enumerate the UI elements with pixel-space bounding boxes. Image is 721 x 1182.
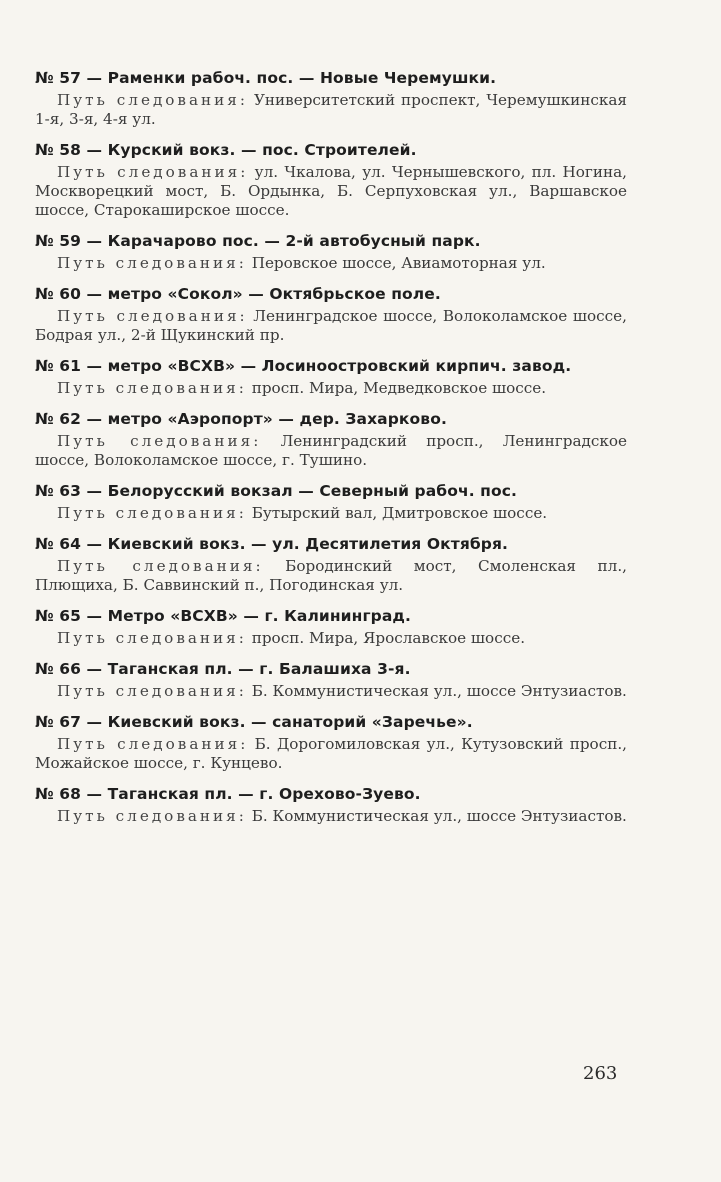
route-heading: № 60 — метро «Сокол» — Октябрьское поле. [35, 285, 441, 303]
route-entry-58 [35, 140, 627, 220]
route-label: Путь следования: [57, 504, 247, 522]
route-text: Университетский проспект, Черемушкинская 1-я, 3-я, 4-я ул. [35, 91, 627, 128]
route-entry-57 [35, 68, 627, 129]
route-entry-66 [35, 659, 627, 701]
route-heading: № 58 — Курский вокз. — пос. Строителей. [35, 141, 417, 159]
route-heading: № 62 — метро «Аэропорт» — дер. Захарково. [35, 410, 447, 428]
route-heading: № 68 — Таганская пл. — г. Орехово-Зуево. [35, 785, 421, 803]
route-entry-63 [35, 481, 627, 523]
route-description [35, 735, 627, 773]
route-entry-68 [35, 784, 627, 826]
route-heading: № 66 — Таганская пл. — г. Балашиха 3-я. [35, 660, 411, 678]
route-entry-67 [35, 712, 627, 773]
route-description [35, 307, 627, 345]
route-entry-59 [35, 231, 627, 273]
route-label: Путь следования: [57, 557, 264, 575]
route-description [35, 163, 627, 220]
route-entry-64 [35, 534, 627, 595]
page-number: 263 [583, 1063, 618, 1084]
route-text: просп. Мира, Ярославское шоссе. [246, 629, 526, 647]
route-entry-61 [35, 356, 627, 398]
route-text: Б. Дорогомиловская ул., Кутузовский просп., Можайское шоссе, г. Кунцево. [35, 735, 627, 772]
route-entry-60 [35, 284, 627, 345]
route-description [35, 629, 627, 648]
route-text: Перовское шоссе, Авиамоторная ул. [246, 254, 546, 272]
route-text: Бутырский вал, Дмитровское шоссе. [246, 504, 548, 522]
route-description [35, 379, 627, 398]
route-heading: № 64 — Киевский вокз. — ул. Десятилетия Октября. [35, 535, 509, 553]
route-label: Путь следования: [57, 254, 247, 272]
route-heading: № 65 — Метро «ВСХВ» — г. Калининград. [35, 607, 412, 625]
route-text: Б. Коммунистическая ул., шоссе Энтузиастов. [246, 807, 627, 825]
route-entry-65 [35, 606, 627, 648]
route-description [35, 807, 627, 826]
route-description [35, 504, 627, 523]
route-label: Путь следования: [57, 307, 248, 325]
route-heading: № 63 — Белорусский вокзал — Северный рабоч. пос. [35, 482, 518, 500]
route-label: Путь следования: [57, 163, 249, 181]
route-description [35, 91, 627, 129]
route-heading: № 59 — Карачарово пос. — 2-й автобусный парк. [35, 232, 481, 250]
route-description [35, 432, 627, 470]
route-label: Путь следования: [57, 682, 247, 700]
route-entry-62 [35, 409, 627, 470]
route-text: ул. Чкалова, ул. Чернышевского, пл. Ногина, Москворецкий мост, Б. Ордынка, Б. Серпуховская ул., Варшавское шоссе, Старокаширское шоссе. [35, 163, 627, 219]
route-label: Путь следования: [57, 735, 249, 753]
route-text: Бородинский мост, Смоленская пл., Плющиха, Б. Саввинский п., Погодинская ул. [35, 557, 627, 594]
route-heading: № 61 — метро «ВСХВ» — Лосиноостровский кирпич. завод. [35, 357, 572, 375]
route-heading: № 57 — Раменки рабоч. пос. — Новые Черемушки. [35, 69, 497, 87]
route-text: Ленинградское шоссе, Волоколамское шоссе, Бодрая ул., 2-й Щукинский пр. [35, 307, 627, 344]
route-description [35, 254, 627, 273]
document-page [35, 68, 627, 837]
route-label: Путь следования: [57, 91, 248, 109]
route-description [35, 682, 627, 701]
route-text: Б. Коммунистическая ул., шоссе Энтузиастов. [246, 682, 627, 700]
route-label: Путь следования: [57, 629, 247, 647]
route-label: Путь следования: [57, 432, 262, 450]
route-label: Путь следования: [57, 379, 247, 397]
route-description [35, 557, 627, 595]
route-label: Путь следования: [57, 807, 247, 825]
route-heading: № 67 — Киевский вокз. — санаторий «Заречье». [35, 713, 473, 731]
route-text: просп. Мира, Медведковское шоссе. [246, 379, 547, 397]
route-text: Ленинградский просп., Ленинградское шоссе, Волоколамское шоссе, г. Тушино. [35, 432, 627, 469]
